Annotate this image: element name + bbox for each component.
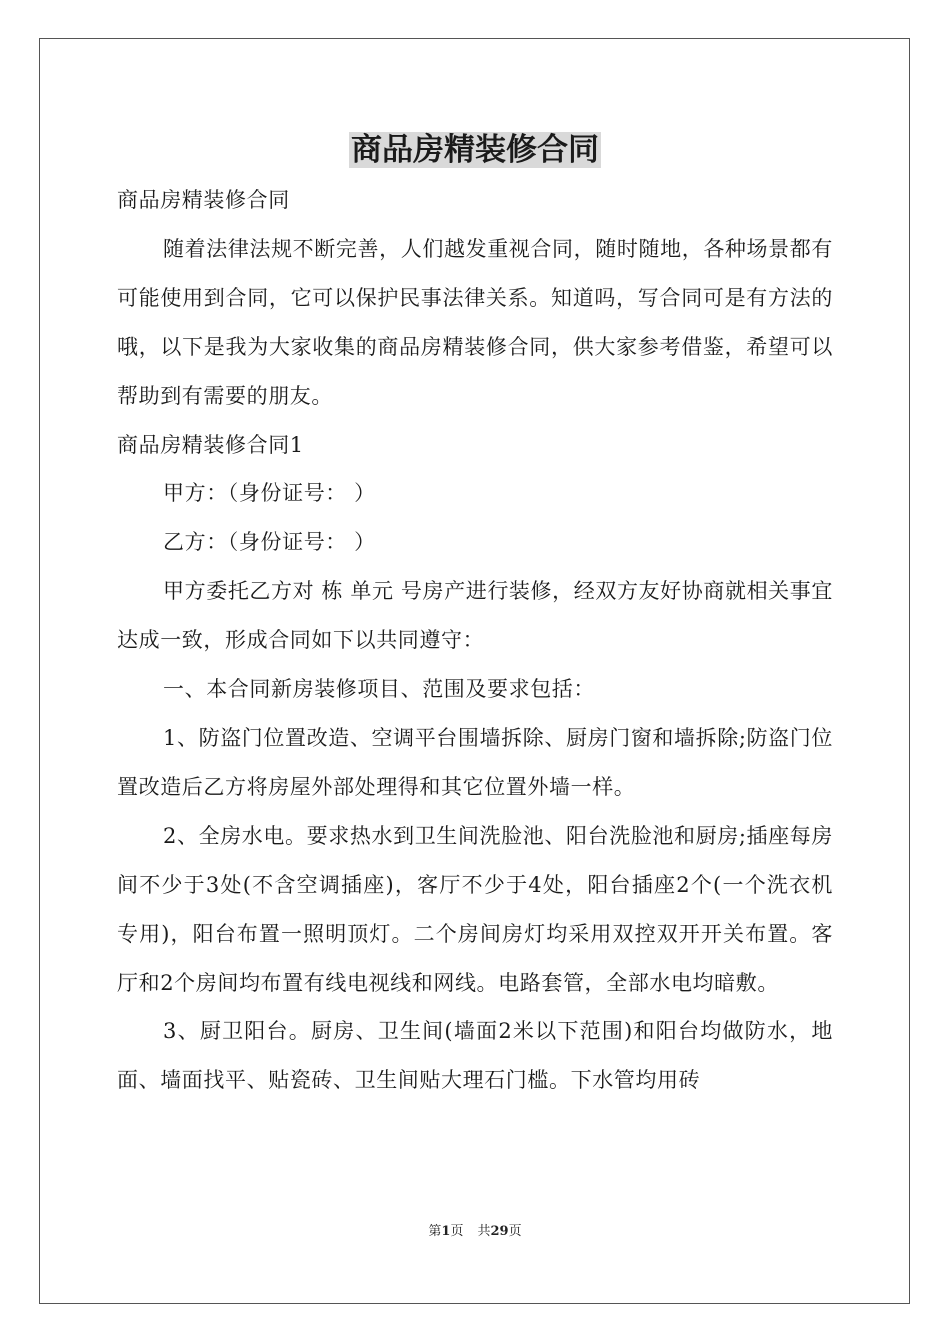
paragraph-item-3: 3、厨卫阳台。厨房、卫生间(墙面2米以下范围)和阳台均做防水，地面、墙面找平、贴瓷砖、卫生间贴大理石门槛。下水管均用砖: [117, 1019, 833, 1093]
paragraph-party-b: 乙方：（身份证号： ）: [163, 530, 376, 555]
footer-page-suffix: 页: [450, 1224, 464, 1239]
document-title-text: 商品房精装修合同: [351, 132, 599, 168]
footer-total-suffix: 页: [508, 1224, 522, 1239]
paragraph-contract-heading: 商品房精装修合同1: [117, 432, 304, 457]
paragraph-intro: 随着法律法规不断完善，人们越发重视合同，随时随地，各种场景都有可能使用到合同，它可以保护民事法律关系。知道吗，写合同可是有方法的哦，以下是我为大家收集的商品房精装修合同，供大家参考借鉴，希望可以帮助到有需要的朋友。: [117, 236, 833, 408]
page-footer: [0, 1220, 950, 1239]
footer-page-current: 1: [441, 1224, 451, 1239]
paragraph-section-1: 一、本合同新房装修项目、范围及要求包括：: [163, 677, 595, 702]
paragraph-party-a: 甲方：（身份证号： ）: [163, 481, 376, 506]
footer-page-prefix: 第: [428, 1224, 442, 1239]
paragraph-item-1: 1、防盗门位置改造、空调平台围墙拆除、厨房门窗和墙拆除;防盗门位置改造后乙方将房屋外部处理得和其它位置外墙一样。: [117, 725, 833, 799]
footer-total-prefix: 共: [477, 1224, 491, 1239]
paragraph-subtitle: 商品房精装修合同: [117, 188, 290, 212]
document-body: [117, 176, 833, 1105]
paragraph-item-2: 2、全房水电。要求热水到卫生间洗脸池、阳台洗脸池和厨房;插座每房间不少于3处(不含空调插座)，客厅不少于4处，阳台插座2个(一个洗衣机专用)，阳台布置一照明顶灯。二个房间房灯均采用双控双开开关布置。客厅和2个房间均布置有线电视线和网线。电路套管，全部水电均暗敷。: [117, 823, 833, 995]
document-title: [0, 128, 950, 172]
footer-page-total: 29: [490, 1224, 509, 1239]
paragraph-commission: 甲方委托乙方对 栋 单元 号房产进行装修，经双方友好协商就相关事宜达成一致，形成合同如下以共同遵守：: [117, 579, 833, 653]
